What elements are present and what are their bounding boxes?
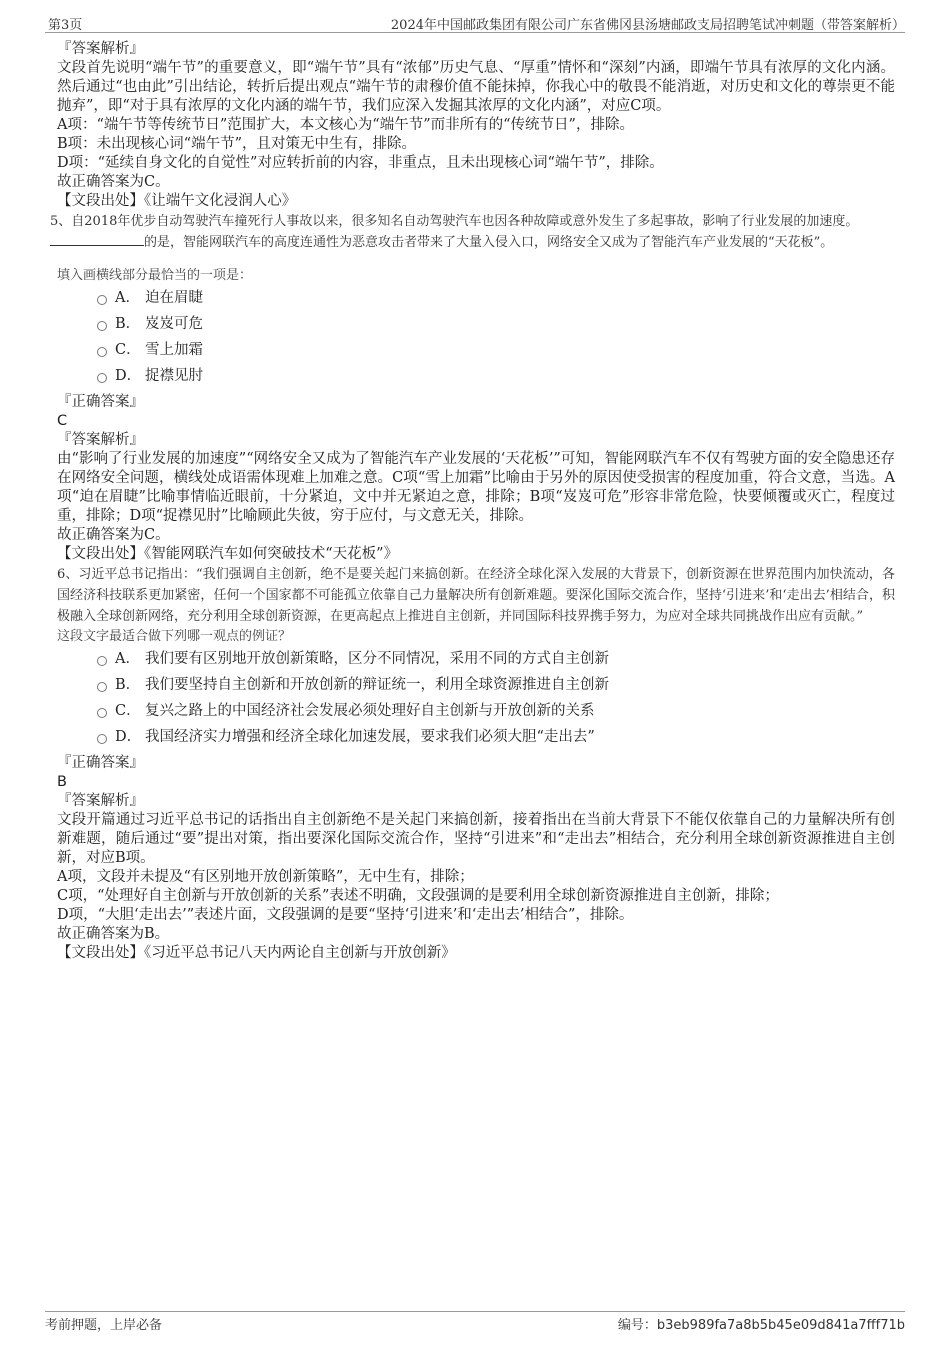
analysis-paragraph: C项，“处理好自主创新与开放创新的关系”表述不明确，文段强调的是要利用全球创新资源推进自主创新，排除； (57, 888, 779, 904)
question-stem-line: 的是，智能网联汽车的高度连通性为恶意攻击者带来了大量入侵入口，网络安全又成为了智能汽车产业发展的“天花板”。 (144, 235, 834, 250)
radio-icon[interactable] (97, 347, 107, 357)
analysis-paragraph: 文段首先说明“端午节”的重要意义，即“端午节”具有“浓郁”历史气息、“厚重”情怀和“深刻”内涵，即端午节具有浓厚的文化内涵。然后通过“也由此”引出结论，转折后提出观点“端午节的肃穆价值不能抹掉，你我心中的敬畏不能消逝，对历史和文化的尊崇更不能抛弃”，即“对于具有浓厚的文化内涵的端午节，我们应深入发掘其浓厚的文化内涵”，对应C项。 (57, 60, 895, 114)
analysis-label: 『答案解析』 (57, 793, 144, 809)
serial-value: b3eb989fa7a8b5b45e09d841a7fff71b (656, 1318, 905, 1333)
radio-icon[interactable] (97, 656, 107, 666)
radio-icon[interactable] (97, 734, 107, 744)
radio-icon[interactable] (97, 708, 107, 718)
page-footer (45, 1311, 905, 1332)
source-citation: 【文段出处】《智能网联汽车如何突破技术“天花板”》 (57, 546, 399, 562)
question-6-stem: 6、习近平总书记指出：“我们强调自主创新，绝不是要关起门来搞创新。在经济全球化深入发展的大背景下，创新资源在世界范围内加快流动，各国经济科技联系更加紧密，任何一个国家都不可能孤立依靠自己力量解决所有创新难题。要深化国际交流合作，坚持‘引进来’和‘走出去’相结合，积极融入全球创新网络，充分利用全球创新资源，在更高起点上推进自主创新，并同国际科技界携手努力，为应对全球共同挑战作出应有贡献。” (57, 567, 895, 624)
answer-label: 『正确答案』 (57, 394, 144, 410)
analysis-label: 『答案解析』 (57, 432, 144, 448)
document-serial (618, 1314, 905, 1333)
analysis-paragraph: 故正确答案为B。 (57, 926, 170, 942)
option-c[interactable]: C． 雪上加霜 (97, 337, 895, 363)
analysis-paragraph: A项，文段并未提及“有区别地开放创新策略”，无中生有，排除； (57, 869, 474, 885)
option-d[interactable]: D． 我国经济实力增强和经济全球化加速发展，要求我们必须大胆“走出去” (97, 724, 895, 750)
page-header (45, 14, 905, 33)
question-5-stem (50, 211, 895, 253)
analysis-paragraph: A项：“端午节等传统节日”范围扩大，本文核心为“端午节”而非所有的“传统节日”，排除。 (57, 117, 634, 133)
analysis-paragraph: D项，“大胆‘走出去’”表述片面，文段强调的是要“坚持‘引进来’和‘走出去’相结合”，排除。 (57, 907, 634, 923)
answer-value: B (57, 774, 67, 790)
analysis-label: 『答案解析』 (57, 41, 144, 57)
footer-slogan: 考前押题，上岸必备 (45, 1318, 163, 1333)
page-number: 第3页 (48, 18, 83, 33)
question-prompt: 这段文字最适合做下列哪一观点的例证？ (57, 629, 292, 644)
source-citation: 【文段出处】《习近平总书记八天内两论自主创新与开放创新》 (57, 945, 456, 961)
answer-value: C (57, 413, 68, 429)
radio-icon[interactable] (97, 373, 107, 383)
analysis-paragraph: 故正确答案为C。 (57, 174, 170, 190)
document-title: 2024年中国邮政集团有限公司广东省佛冈县汤塘邮政支局招聘笔试冲刺题（带答案解析） (390, 18, 905, 33)
serial-label: 编号： (617, 1318, 657, 1333)
option-a[interactable]: A． 迫在眉睫 (97, 285, 895, 311)
analysis-paragraph: 故正确答案为C。 (57, 527, 170, 543)
option-b[interactable]: B． 我们要坚持自主创新和开放创新的辩证统一，利用全球资源推进自主创新 (97, 672, 895, 698)
document-body (50, 40, 895, 963)
analysis-paragraph: D项：“延续自身文化的自觉性”对应转折前的内容，非重点，且未出现核心词“端午节”，排除。 (57, 155, 664, 171)
question-prompt: 填入画横线部分最恰当的一项是： (57, 268, 253, 283)
analysis-paragraph: 由“影响了行业发展的加速度”“网络安全又成为了智能汽车产业发展的‘天花板’”可知，智能网联汽车不仅有驾驶方面的安全隐患还存在网络安全问题，横线处成语需体现难上加难之意。C项“雪上加霜”比喻由于另外的原因使受损害的程度加重，符合文意，当选。A项“迫在眉睫”比喻事情临近眼前，十分紧迫，文中并无紧迫之意，排除；B项“岌岌可危”形容非常危险，快要倾覆或灭亡，程度过重，排除；D项“捉襟见肘”比喻顾此失彼，穷于应付，与文意无关，排除。 (57, 451, 895, 524)
blank-line (50, 233, 144, 246)
question-stem-line: 5、自2018年优步自动驾驶汽车撞死行人事故以来，很多知名自动驾驶汽车也因各种故障或意外发生了多起事故，影响了行业发展的加速度。 (50, 214, 859, 229)
radio-icon[interactable] (97, 295, 107, 305)
radio-icon[interactable] (97, 321, 107, 331)
option-list (57, 285, 895, 389)
option-a[interactable]: A． 我们要有区别地开放创新策略，区分不同情况，采用不同的方式自主创新 (97, 646, 895, 672)
option-d[interactable]: D． 捉襟见肘 (97, 363, 895, 389)
analysis-paragraph: B项：未出现核心词“端午节”，且对策无中生有，排除。 (57, 136, 416, 152)
radio-icon[interactable] (97, 682, 107, 692)
option-c[interactable]: C． 复兴之路上的中国经济社会发展必须处理好自主创新与开放创新的关系 (97, 698, 895, 724)
analysis-paragraph: 文段开篇通过习近平总书记的话指出自主创新绝不是关起门来搞创新，接着指出在当前大背景下不能仅依靠自己的力量解决所有创新难题，随后通过“要”提出对策，指出要深化国际交流合作，坚持“引进来”和“走出去”相结合，充分利用全球创新资源推进自主创新，对应B项。 (57, 812, 895, 866)
answer-label: 『正确答案』 (57, 755, 144, 771)
option-list (57, 646, 895, 750)
source-citation: 【文段出处】《让端午文化浸润人心》 (57, 193, 297, 209)
option-b[interactable]: B． 岌岌可危 (97, 311, 895, 337)
